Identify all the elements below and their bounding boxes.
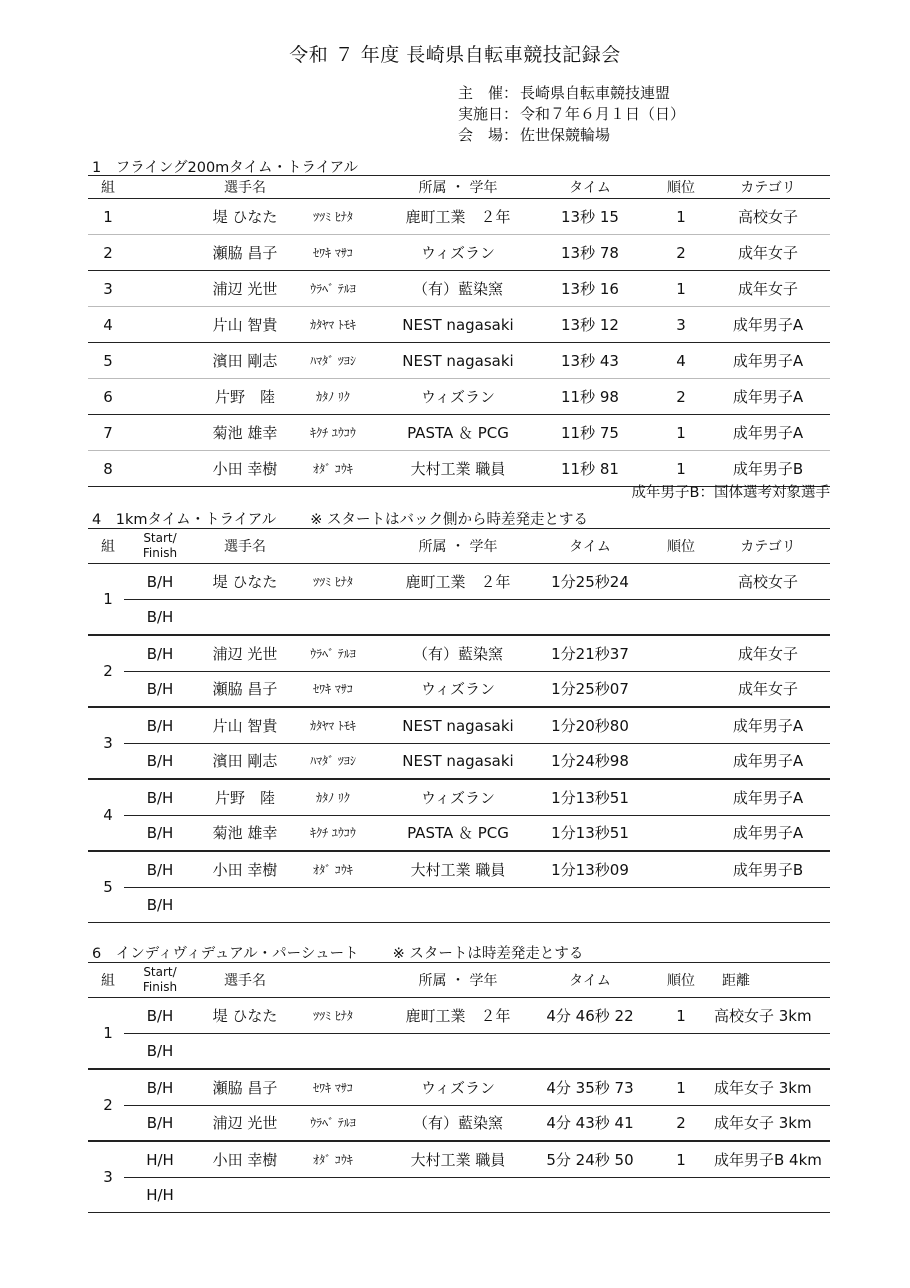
- header-finish: Finish: [142, 980, 178, 994]
- time: [550, 1033, 630, 1068]
- athlete-name: 瀬脇 昌子: [212, 680, 278, 698]
- affiliation: ウィズラン: [420, 789, 496, 807]
- start-finish: B/H: [146, 1078, 174, 1097]
- table-row: [88, 671, 830, 706]
- athlete-kana: ｵﾀﾞ ｺｳｷ: [313, 863, 353, 877]
- start-finish: B/H: [146, 572, 174, 591]
- category: 成年男子A: [732, 717, 804, 735]
- header-group: 組: [101, 973, 115, 989]
- group-number: 7: [103, 423, 113, 442]
- group-number: 3: [103, 1168, 113, 1186]
- affiliation: NEST nagasaki: [402, 351, 514, 370]
- start-finish: B/H: [146, 1041, 174, 1060]
- athlete-kana: ｳﾗﾍﾞ ﾃﾙﾖ: [310, 647, 356, 661]
- category-distance: [714, 1177, 830, 1212]
- table-header: [88, 528, 830, 564]
- athlete-name: 菊池 雄幸: [212, 824, 278, 842]
- time: 13秒 78: [561, 244, 619, 262]
- rank: [658, 708, 704, 743]
- athlete-kana: ﾂﾂﾐ ﾋﾅﾀ: [313, 1009, 353, 1023]
- athlete-name: [200, 1177, 290, 1212]
- table-body: [88, 199, 830, 487]
- event-info: [458, 83, 685, 146]
- athlete-name: 浦辺 光世: [212, 1114, 278, 1132]
- affiliation: 鹿町工業 ２年: [405, 573, 511, 591]
- athlete-name: 浦辺 光世: [212, 280, 278, 298]
- time: 13秒 16: [561, 280, 619, 298]
- table-row: [88, 708, 830, 743]
- athlete-kana: ｶﾀﾉ ﾘｸ: [316, 390, 350, 404]
- group-number: 6: [103, 387, 113, 406]
- table-row: [88, 1142, 830, 1177]
- table-row: [88, 636, 830, 671]
- time: 1分25秒24: [551, 573, 629, 591]
- athlete-name: 小田 幸樹: [212, 861, 278, 879]
- time: 1分13秒09: [551, 861, 629, 879]
- organizer-row: [458, 83, 685, 104]
- rank: 2: [676, 1113, 686, 1132]
- start-finish: H/H: [146, 1185, 174, 1204]
- athlete-kana: ｾﾜｷ ﾏｻｺ: [313, 1081, 353, 1095]
- athlete-kana: ｶﾀﾔﾏ ﾄﾓｷ: [310, 719, 356, 733]
- time: 11秒 75: [561, 424, 619, 442]
- category: 高校女子: [737, 573, 798, 591]
- section6-title: [92, 942, 583, 963]
- athlete-kana: ﾂﾂﾐ ﾋﾅﾀ: [313, 575, 353, 589]
- header-affil: 所属 ・ 学年: [418, 539, 498, 555]
- table-row: [88, 343, 830, 379]
- athlete-name: 小田 幸樹: [212, 460, 278, 478]
- athlete-name: 瀬脇 昌子: [212, 244, 278, 262]
- venue-label: 会 場：: [458, 126, 519, 144]
- rank: [658, 599, 704, 634]
- rank: [658, 1177, 704, 1212]
- athlete-name: 片野 陸: [214, 789, 275, 807]
- rank: [658, 636, 704, 671]
- organizer-value: 長崎県自転車競技連盟: [520, 84, 671, 102]
- athlete-name: 堤 ひなた: [212, 1007, 278, 1025]
- table-row: [88, 1070, 830, 1105]
- table-row: [88, 235, 830, 271]
- rank: [658, 564, 704, 599]
- athlete-kana: [298, 887, 368, 922]
- affiliation: PASTA ＆ PCG: [407, 824, 509, 842]
- time: 1分21秒37: [551, 645, 629, 663]
- start-finish: B/H: [146, 860, 174, 879]
- athlete-kana: ｶﾀﾔﾏ ﾄﾓｷ: [310, 318, 356, 332]
- athlete-name: 浦辺 光世: [212, 645, 278, 663]
- table-row: [88, 852, 830, 887]
- group-number: 3: [103, 279, 113, 298]
- affiliation: PASTA ＆ PCG: [407, 424, 509, 442]
- table-row: [88, 1105, 830, 1140]
- header-time: タイム: [569, 539, 611, 555]
- section4-title-text: 4 1kmタイム・トライアル: [92, 512, 277, 528]
- group-number: 4: [103, 315, 113, 334]
- affiliation: [388, 599, 528, 634]
- athlete-name: 小田 幸樹: [212, 1151, 278, 1169]
- header-rank: 順位: [667, 973, 695, 989]
- date-label: 実施日：: [458, 105, 519, 123]
- athlete-name: 菊池 雄幸: [212, 424, 278, 442]
- category: 成年女子: [737, 680, 798, 698]
- rank: [658, 887, 704, 922]
- header-start: Start/: [143, 531, 177, 545]
- rank: 1: [676, 279, 686, 298]
- header-group: 組: [101, 539, 115, 555]
- header-start-finish: [132, 963, 188, 997]
- category: 成年女子: [737, 280, 798, 298]
- header-start-finish: [132, 529, 188, 563]
- athlete-kana: [298, 1033, 368, 1068]
- time: 1分24秒98: [551, 752, 629, 770]
- header-time: タイム: [569, 973, 611, 989]
- time: 1分25秒07: [551, 680, 629, 698]
- time: 11秒 81: [561, 460, 619, 478]
- category: 成年男子A: [732, 752, 804, 770]
- section6-note: ※ スタートは時差発走とする: [392, 946, 584, 962]
- affiliation: 大村工業 職員: [410, 460, 506, 478]
- rank: 3: [676, 315, 686, 334]
- start-finish: H/H: [146, 1150, 174, 1169]
- rank: 1: [676, 459, 686, 478]
- time: 1分13秒51: [551, 824, 629, 842]
- affiliation: NEST nagasaki: [402, 315, 514, 334]
- header-start: Start/: [143, 965, 177, 979]
- header-time: タイム: [569, 180, 611, 196]
- athlete-name: 堤 ひなた: [212, 573, 278, 591]
- affiliation: ウィズラン: [420, 1079, 496, 1097]
- 1km-time-trial-table: [88, 528, 830, 923]
- rank: 2: [676, 387, 686, 406]
- category: 成年男子A: [732, 352, 804, 370]
- result-group: [88, 780, 830, 852]
- affiliation: [388, 1033, 528, 1068]
- group-number: 1: [103, 590, 113, 608]
- rank: 1: [676, 1078, 686, 1097]
- header-category: カテゴリ: [740, 180, 796, 196]
- start-finish: B/H: [146, 788, 174, 807]
- athlete-kana: ｵﾀﾞ ｺｳｷ: [313, 1153, 353, 1167]
- header-category: カテゴリ: [740, 539, 796, 555]
- category-distance: 高校女子 3km: [714, 1007, 812, 1025]
- result-group: [88, 708, 830, 780]
- athlete-name: [200, 887, 290, 922]
- category-distance: 成年女子 3km: [714, 1079, 812, 1097]
- athlete-kana: ｳﾗﾍﾞ ﾃﾙﾖ: [310, 1116, 356, 1130]
- affiliation: NEST nagasaki: [402, 716, 514, 735]
- header-name: 選手名: [224, 180, 266, 196]
- start-finish: B/H: [146, 751, 174, 770]
- start-finish: B/H: [146, 679, 174, 698]
- rank: [658, 780, 704, 815]
- rank: [658, 743, 704, 778]
- category: [728, 887, 808, 922]
- result-group: [88, 1142, 830, 1213]
- group-number: 2: [103, 662, 113, 680]
- athlete-kana: ｾﾜｷ ﾏｻｺ: [313, 246, 353, 260]
- time: [550, 599, 630, 634]
- affiliation: （有）藍染窯: [412, 1114, 503, 1132]
- rank: 1: [676, 1006, 686, 1025]
- affiliation: NEST nagasaki: [402, 751, 514, 770]
- table-row: [88, 307, 830, 343]
- athlete-name: [200, 599, 290, 634]
- affiliation: ウィズラン: [420, 244, 496, 262]
- time: 1分20秒80: [551, 717, 629, 735]
- rank: 1: [676, 1150, 686, 1169]
- time: [550, 1177, 630, 1212]
- page-title: 令和 ７ 年度 長崎県自転車競技記録会: [289, 44, 621, 66]
- table-row: [88, 1177, 830, 1212]
- affiliation: 大村工業 職員: [410, 1151, 506, 1169]
- table-row: [88, 599, 830, 634]
- organizer-label: 主 催：: [458, 84, 519, 102]
- start-finish: B/H: [146, 1113, 174, 1132]
- rank: [658, 1033, 704, 1068]
- athlete-name: 片野 陸: [214, 388, 275, 406]
- result-group: [88, 1070, 830, 1142]
- time: 4分 35秒 73: [546, 1079, 634, 1097]
- athlete-kana: [298, 599, 368, 634]
- table-row: [88, 1033, 830, 1068]
- table-header: [88, 175, 830, 199]
- rank: 1: [676, 423, 686, 442]
- table-row: [88, 415, 830, 451]
- athlete-kana: ｷｸﾁ ﾕｳｺｳ: [310, 426, 356, 440]
- group-number: 8: [103, 459, 113, 478]
- header-distance: 距離: [722, 973, 750, 989]
- category: [728, 599, 808, 634]
- table-row: [88, 564, 830, 599]
- category: 高校女子: [737, 208, 798, 226]
- start-finish: B/H: [146, 823, 174, 842]
- athlete-name: 濱田 剛志: [212, 352, 278, 370]
- start-finish: B/H: [146, 644, 174, 663]
- athlete-kana: ｳﾗﾍﾞ ﾃﾙﾖ: [310, 282, 356, 296]
- category: 成年男子A: [732, 316, 804, 334]
- table-row: [88, 199, 830, 235]
- group-number: 1: [103, 207, 113, 226]
- athlete-kana: ｵﾀﾞ ｺｳｷ: [313, 462, 353, 476]
- rank: [658, 671, 704, 706]
- affiliation: ウィズラン: [420, 388, 496, 406]
- affiliation: [388, 1177, 528, 1212]
- time: 4分 46秒 22: [546, 1007, 634, 1025]
- affiliation: （有）藍染窯: [412, 645, 503, 663]
- table-row: [88, 780, 830, 815]
- rank: [658, 852, 704, 887]
- section1-title: 1 フライング200mタイム・トライアル: [92, 160, 359, 176]
- athlete-kana: ｷｸﾁ ﾕｳｺｳ: [310, 826, 356, 840]
- venue-value: 佐世保競輪場: [520, 126, 611, 144]
- athlete-name: 瀬脇 昌子: [212, 1079, 278, 1097]
- venue-row: [458, 125, 685, 146]
- group-number: 2: [103, 1096, 113, 1114]
- table-row: [88, 379, 830, 415]
- category-distance: 成年男子B 4km: [714, 1151, 822, 1169]
- individual-pursuit-table: [88, 962, 830, 1213]
- group-number: 3: [103, 734, 113, 752]
- time: 11秒 98: [561, 388, 619, 406]
- athlete-name: 堤 ひなた: [212, 208, 278, 226]
- group-number: 2: [103, 243, 113, 262]
- header-name: 選手名: [224, 539, 266, 555]
- header-affil: 所属 ・ 学年: [418, 180, 498, 196]
- athlete-name: 片山 智貴: [212, 316, 278, 334]
- category: 成年男子A: [732, 789, 804, 807]
- category-distance: [714, 1033, 830, 1068]
- group-number: 4: [103, 806, 113, 824]
- date-value: 令和７年６月１日（日）: [520, 105, 686, 123]
- time: 13秒 12: [561, 316, 619, 334]
- affiliation: 鹿町工業 ２年: [405, 1007, 511, 1025]
- athlete-name: 片山 智貴: [212, 717, 278, 735]
- category-distance: 成年女子 3km: [714, 1114, 812, 1132]
- result-group: [88, 636, 830, 708]
- category: 成年男子A: [732, 824, 804, 842]
- start-finish: B/H: [146, 607, 174, 626]
- athlete-name: 濱田 剛志: [212, 752, 278, 770]
- affiliation: 大村工業 職員: [410, 861, 506, 879]
- athlete-kana: ﾊﾏﾀﾞ ﾂﾖｼ: [310, 754, 356, 768]
- section6-title-text: 6 インディヴィデュアル・パーシュート: [92, 946, 359, 962]
- header-affil: 所属 ・ 学年: [418, 973, 498, 989]
- table-row: [88, 998, 830, 1033]
- affiliation: 鹿町工業 ２年: [405, 208, 511, 226]
- start-finish: B/H: [146, 716, 174, 735]
- time: 1分13秒51: [551, 789, 629, 807]
- header-rank: 順位: [667, 539, 695, 555]
- athlete-kana: ﾂﾂﾐ ﾋﾅﾀ: [313, 210, 353, 224]
- rank: 4: [676, 351, 686, 370]
- athlete-kana: ｾﾜｷ ﾏｻｺ: [313, 682, 353, 696]
- section1-footnote: 成年男子B：国体選考対象選手: [631, 485, 830, 501]
- table-body: [88, 564, 830, 923]
- athlete-kana: ｶﾀﾉ ﾘｸ: [316, 791, 350, 805]
- category: 成年女子: [737, 244, 798, 262]
- athlete-name: [200, 1033, 290, 1068]
- header-group: 組: [101, 180, 115, 196]
- group-number: 5: [103, 351, 113, 370]
- date-row: [458, 104, 685, 125]
- result-group: [88, 998, 830, 1070]
- time: 13秒 43: [561, 352, 619, 370]
- time: 4分 43秒 41: [546, 1114, 634, 1132]
- result-group: [88, 852, 830, 923]
- start-finish: B/H: [146, 895, 174, 914]
- section4-title: [92, 508, 588, 529]
- group-number: 5: [103, 878, 113, 896]
- rank: 2: [676, 243, 686, 262]
- affiliation: （有）藍染窯: [412, 280, 503, 298]
- table-body: [88, 998, 830, 1213]
- category: 成年男子B: [732, 861, 804, 879]
- group-number: 1: [103, 1024, 113, 1042]
- time: 5分 24秒 50: [546, 1151, 634, 1169]
- athlete-kana: [298, 1177, 368, 1212]
- table-row: [88, 743, 830, 778]
- category: 成年男子B: [732, 460, 804, 478]
- start-finish: B/H: [146, 1006, 174, 1025]
- rank: 1: [676, 207, 686, 226]
- category: 成年男子A: [732, 424, 804, 442]
- table-row: [88, 271, 830, 307]
- table-row: [88, 887, 830, 922]
- affiliation: ウィズラン: [420, 680, 496, 698]
- header-name: 選手名: [224, 973, 266, 989]
- flying-200m-table: [88, 175, 830, 487]
- category: 成年女子: [737, 645, 798, 663]
- header-rank: 順位: [667, 180, 695, 196]
- affiliation: [388, 887, 528, 922]
- result-group: [88, 564, 830, 636]
- rank: [658, 815, 704, 850]
- athlete-kana: ﾊﾏﾀﾞ ﾂﾖｼ: [310, 354, 356, 368]
- section4-note: ※ スタートはバック側から時差発走とする: [310, 512, 588, 528]
- category: 成年男子A: [732, 388, 804, 406]
- table-header: [88, 962, 830, 998]
- time: 13秒 15: [561, 208, 619, 226]
- time: [550, 887, 630, 922]
- table-row: [88, 815, 830, 850]
- header-finish: Finish: [142, 546, 178, 560]
